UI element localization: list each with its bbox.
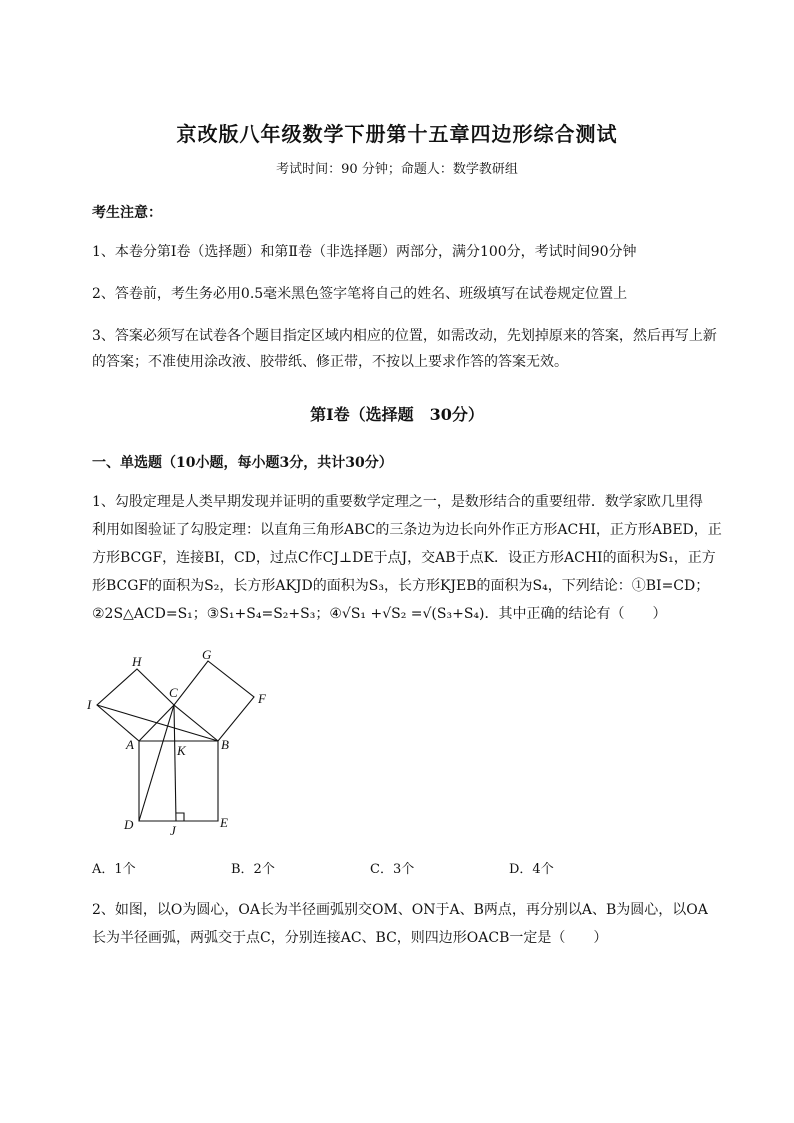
line-bi <box>97 705 218 741</box>
label-a: A <box>126 737 134 752</box>
page-title: 京改版八年级数学下册第十五章四边形综合测试 <box>176 122 618 146</box>
exam-info: 考试时间：90 分钟；命题人：数学教研组 <box>276 162 518 177</box>
notice-item-2: 2、答卷前，考生务必用0.5毫米黑色签字笔将自己的姓名、班级填写在试卷规定位置上 <box>92 286 628 302</box>
square-achi <box>97 669 174 741</box>
q1-line-2: 利用如图验证了勾股定理：以直角三角形ABC的三条边为边长向外作正方形ACHI，正方形ABED，正 <box>92 522 722 538</box>
notice-heading: 考生注意： <box>92 205 162 221</box>
q2-line-2: 长为半径画弧，两弧交于点C，分别连接AC、BC，则四边形OACB一定是（ ） <box>92 930 608 946</box>
q1-line-3: 方形BCGF，连接BI，CD，过点C作CJ⊥DE于点J，交AB于点K．设正方形ACHI的面积为S₁，正方 <box>92 550 716 566</box>
choice-b[interactable]: B．2个 <box>231 862 275 877</box>
label-f: F <box>258 691 266 706</box>
q1-line-5: ②2S△ACD=S₁；③S₁+S₄=S₂+S₃；④√S₁ +√S₂ =√(S₃+S₄)．其中正确的结论有（ ） <box>92 606 667 622</box>
label-g: G <box>202 647 212 662</box>
q1-figure <box>86 645 286 840</box>
notice-item-1: 1、本卷分第Ⅰ卷（选择题）和第Ⅱ卷（非选择题）两部分，满分100分，考试时间90分钟 <box>92 244 637 260</box>
line-cj <box>174 705 176 821</box>
label-d: D <box>124 817 134 832</box>
section-title: 第Ⅰ卷（选择题 30分） <box>310 405 484 424</box>
q1-line-1: 1、勾股定理是人类早期发现并证明的重要数学定理之一，是数形结合的重要纽带．数学家欧几里得 <box>92 494 703 510</box>
label-e: E <box>220 815 228 830</box>
notice-item-3-cont: 的答案；不准使用涂改液、胶带纸、修正带，不按以上要求作答的答案无效。 <box>92 354 568 370</box>
label-h: H <box>132 654 142 669</box>
question-1 <box>92 488 732 628</box>
label-i: I <box>87 697 92 712</box>
label-j: J <box>170 823 176 838</box>
choice-d[interactable]: D．4个 <box>509 862 554 877</box>
part-heading: 一、单选题（10小题，每小题3分，共计30分） <box>92 455 393 471</box>
label-b: B <box>221 737 229 752</box>
right-angle-mark <box>176 813 184 821</box>
q2-line-1: 2、如图，以O为圆心，OA长为半径画弧别交OM、ON于A、B两点，再分别以A、B为圆心，以OA <box>92 902 708 918</box>
q1-line-4: 形BCGF的面积为S₂，长方形AKJD的面积为S₃，长方形KJEB的面积为S₄，下列结论：①BI=CD； <box>92 578 710 594</box>
question-2 <box>92 896 732 952</box>
choice-c[interactable]: C．3个 <box>370 862 415 877</box>
choice-a[interactable]: A．1个 <box>92 862 136 877</box>
q1-choices <box>92 858 648 877</box>
label-k: K <box>177 743 186 758</box>
label-c: C <box>169 685 178 700</box>
notice-item-3: 3、答案必须写在试卷各个题目指定区域内相应的位置，如需改动，先划掉原来的答案，然后再写上新 <box>92 328 717 344</box>
square-bcgf <box>174 661 254 741</box>
